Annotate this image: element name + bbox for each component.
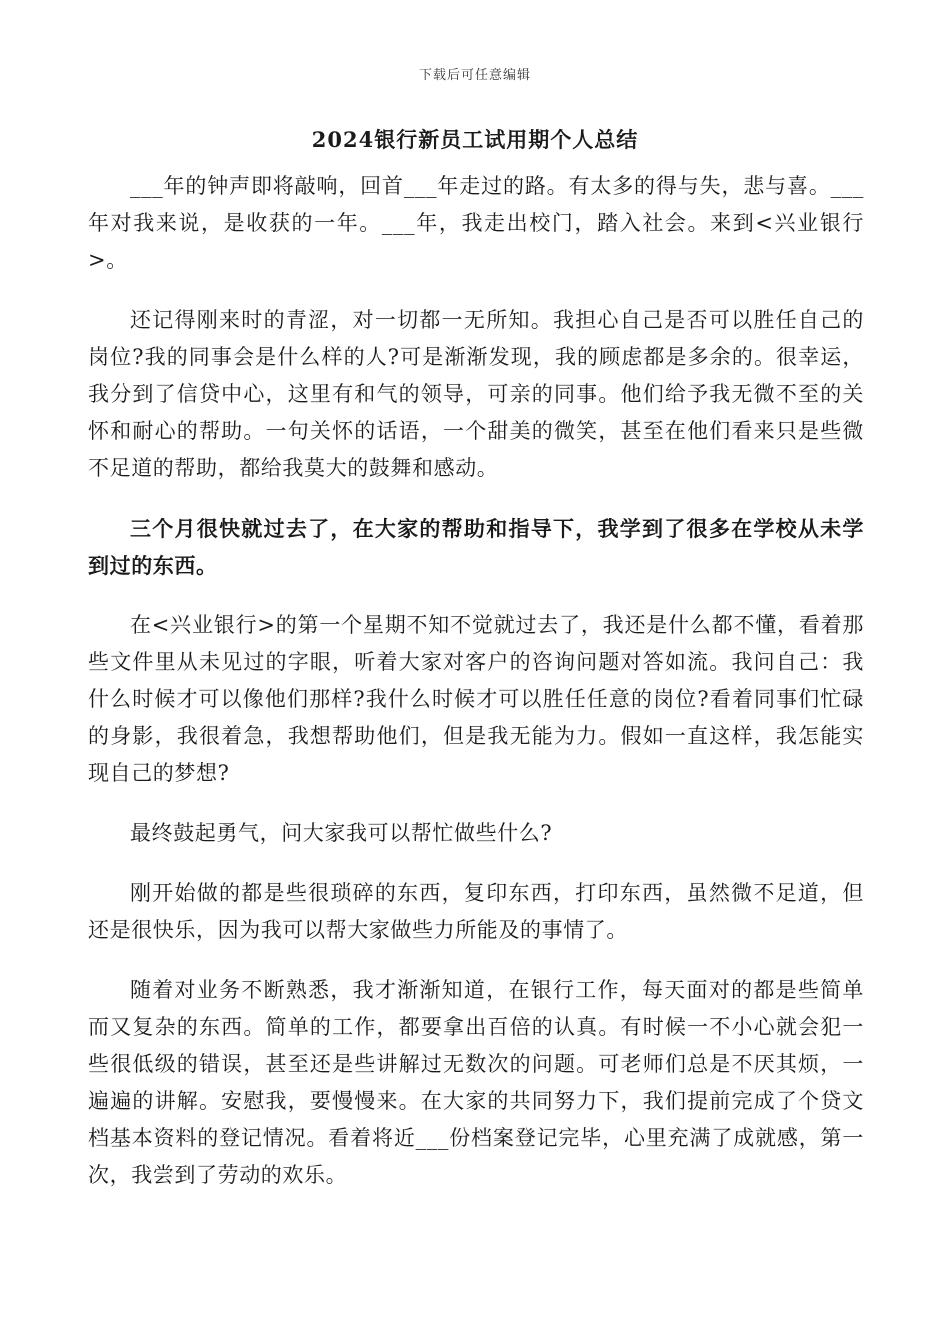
- document-title: 2024银行新员工试用期个人总结: [311, 127, 639, 152]
- paragraph-6: 刚开始做的都是些很琐碎的东西，复印东西，打印东西，虽然微不足道，但还是很快乐，因为我可以帮大家做些力所能及的事情了。: [88, 881, 864, 942]
- paragraph-4: 在<兴业银行>的第一个星期不知不觉就过去了，我还是什么都不懂，看着那些文件里从未见过的字眼，听着大家对客户的咨询问题对答如流。我问自己：我什么时候才可以像他们那样?我什么时候才可以胜任任意的岗位?看着同事们忙碌的身影，我很着急，我想帮助他们，但是我无能为力。假如一直这样，我怎能实现自己的梦想?: [88, 613, 864, 785]
- paragraph-3: 三个月很快就过去了，在大家的帮助和指导下，我学到了很多在学校从未学到过的东西。: [88, 516, 864, 578]
- paragraph-1: ___年的钟声即将敲响，回首___年走过的路。有太多的得与失，悲与喜。___年对我来说，是收获的一年。___年，我走出校门，踏入社会。来到<兴业银行>。: [88, 174, 864, 272]
- paragraph-7: 随着对业务不断熟悉，我才渐渐知道，在银行工作，每天面对的都是些简单而又复杂的东西。简单的工作，都要拿出百倍的认真。有时候一不小心就会犯一些很低级的错误，甚至还是些讲解过无数次的问题。可老师们总是不厌其烦，一遍遍的讲解。安慰我，要慢慢来。在大家的共同努力下，我们提前完成了个贷文档基本资料的登记情况。看着将近___份档案登记完毕，心里充满了成就感，第一次，我尝到了劳动的欢乐。: [88, 978, 864, 1187]
- document-body: [88, 168, 864, 1217]
- header-note: 下载后可任意编辑: [418, 68, 531, 83]
- paragraph-2: 还记得刚来时的青涩，对一切都一无所知。我担心自己是否可以胜任自己的岗位?我的同事会是什么样的人?可是渐渐发现，我的顾虑都是多余的。很幸运，我分到了信贷中心，这里有和气的领导，可亲的同事。他们给予我无微不至的关怀和耐心的帮助。一句关怀的话语，一个甜美的微笑，甚至在他们看来只是些微不足道的帮助，都给我莫大的鼓舞和感动。: [88, 308, 864, 480]
- paragraph-5: 最终鼓起勇气，问大家我可以帮忙做些什么?: [130, 821, 553, 845]
